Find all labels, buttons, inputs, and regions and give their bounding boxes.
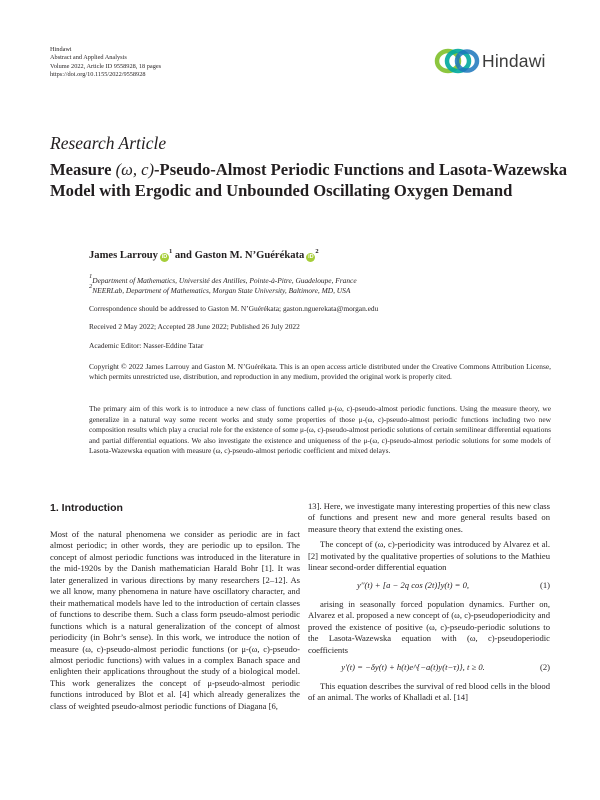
author-list xyxy=(89,248,319,262)
equation-2-body: y′(t) = −δy(t) + h(t)e^{−a(t)y(t−τ)}, t ≥ 0. xyxy=(341,661,485,672)
author-joiner: and xyxy=(172,250,195,261)
affiliation-2-sup: 2 xyxy=(89,283,93,290)
correspondence: Correspondence should be addressed to Gaston M. N’Guérékata; gaston.nguerekata@morgan.edu xyxy=(89,304,379,313)
affiliation-2-text: NEERLab, Department of Mathematics, Morgan State University, Baltimore, MD, USA xyxy=(92,286,351,295)
equation-2-number: (2) xyxy=(539,661,550,672)
equation-2 xyxy=(308,662,550,674)
affiliation-1-text: Department of Mathematics, Université des Antilles, Pointe-à-Pitre, Guadeloupe, France xyxy=(92,276,357,285)
article-title xyxy=(50,160,570,201)
author-1-name[interactable]: James Larrouy xyxy=(89,250,158,261)
doi-link[interactable]: https://doi.org/10.1155/2022/9558928 xyxy=(50,71,146,79)
intro-paragraph-1: Most of the natural phenomena we consider as periodic are in fact almost periodic; in other words, they are periodic up to epsilon. The concept of almost periodic functions was introduced in the literature in the mid-1920s by the Danish mathematician Harald Bohr [1]. It was later generalized in various directions by many researchers [2–12]. As we all know, many phenomena in nature have oscillatory character, and their mathematical models have led to the introduction of certain classes of functions to describe them. Such a class form pseudo-almost periodic functions which is a natural generalization of the concept of almost periodicity (in Bohr’s sense). In this work, we introduce the notion of measure (ω, c)-pseudo-almost periodic functions (or μ-(ω, c)-pseudo-almost periodic functions) with values in a complex Banach space and enlighten their applications throughout the study of a biological model. This work generalizes the concept of μ-pseudo-almost periodic functions introduced by Blot et al. [4] which already generalizes the class of weighted pseudo-almost periodic functions of Diagana [6, xyxy=(50,529,300,711)
title-part-1: Measure xyxy=(50,160,116,179)
volume-info: Volume 2022, Article ID 9558928, 18 pages xyxy=(50,62,162,70)
intro-paragraph-3: The concept of (ω, c)-periodicity was introduced by Alvarez et al. [2] motivated by the qualitative properties of solutions to the Mathieu linear second-order differential equation xyxy=(308,539,550,573)
intro-paragraph-5: This equation describes the survival of red blood cells in the blood of an animal. The works of Khalladi et al. [14] xyxy=(308,680,550,703)
section-heading-introduction: 1. Introduction xyxy=(50,502,123,514)
logo-wordmark: Hindawi xyxy=(482,50,546,71)
right-column xyxy=(308,501,550,704)
author-1-sup: 1 xyxy=(168,248,173,255)
hindawi-rings-icon xyxy=(434,46,480,76)
journal-meta xyxy=(50,46,161,80)
equation-1 xyxy=(308,580,550,592)
orcid-icon[interactable]: iD xyxy=(161,254,168,260)
journal-name: Abstract and Applied Analysis xyxy=(50,54,127,62)
left-column xyxy=(50,529,300,712)
orcid-icon[interactable]: iD xyxy=(308,254,314,260)
intro-paragraph-4: arising in seasonally forced population dynamics. Further on, Alvarez et al. proposed a new concept of (ω, c)-pseudoperiodicity and proved the existence of positive (ω, c)-pseudo-periodic solutions to the Lasota-Wazewska equation with (ω, c)-pseudoperiodic coefficients xyxy=(308,598,550,655)
affiliation-1-sup: 1 xyxy=(89,273,93,280)
title-part-2: -Pseudo-Almost Periodic Functions and Lasota-Wazewska Model with Ergodic and Unbounded Oscillating Oxygen Demand xyxy=(50,160,568,200)
copyright-notice: Copyright © 2022 James Larrouy and Gaston M. N’Guérékata. This is an open access article distributed under the Creative Commons Attribution License, which permits unrestricted use, distribution, and reproduction in any medium, provided the original work is properly cited. xyxy=(89,362,551,381)
affiliation-2 xyxy=(89,282,350,295)
equation-1-number: (1) xyxy=(539,579,550,590)
equation-1-body: y′′(t) + [a − 2q cos (2t)]y(t) = 0, xyxy=(356,579,470,590)
intro-paragraph-2: 13]. Here, we investigate many interesting properties of this new class of functions and present new and more general results based on measure theory that extend the existing ones. xyxy=(308,501,550,534)
publication-dates: Received 2 May 2022; Accepted 28 June 2022; Published 26 July 2022 xyxy=(89,322,300,331)
title-math: (ω, c) xyxy=(115,160,155,179)
author-2-name[interactable]: Gaston M. N’Guérékata xyxy=(194,250,305,261)
author-2-sup: 2 xyxy=(315,248,319,255)
publisher-name: Hindawi xyxy=(50,46,72,53)
abstract: The primary aim of this work is to introduce a new class of functions called μ-(ω, c)-pseudo-almost periodic functions. Using the measure theory, we generalize in a natural way some recent works and study some properties of those μ-(ω, c)-pseudo-almost periodic functions including two new composition results which play a crucial role for the existence of some μ-(ω, c)-pseudo-almost periodic solutions of certain semilinear differential equations and partial differential equations. We also investigate the existence and uniqueness of the μ-(ω, c)-pseudo-almost periodic solutions for some models of Lasota-Wazewska equation with measure (ω, c)-pseudo-almost periodic coefficient and mixed delays. xyxy=(89,404,551,456)
academic-editor: Academic Editor: Nasser-Eddine Tatar xyxy=(89,341,204,350)
hindawi-logo xyxy=(434,46,546,76)
article-type: Research Article xyxy=(50,133,167,153)
